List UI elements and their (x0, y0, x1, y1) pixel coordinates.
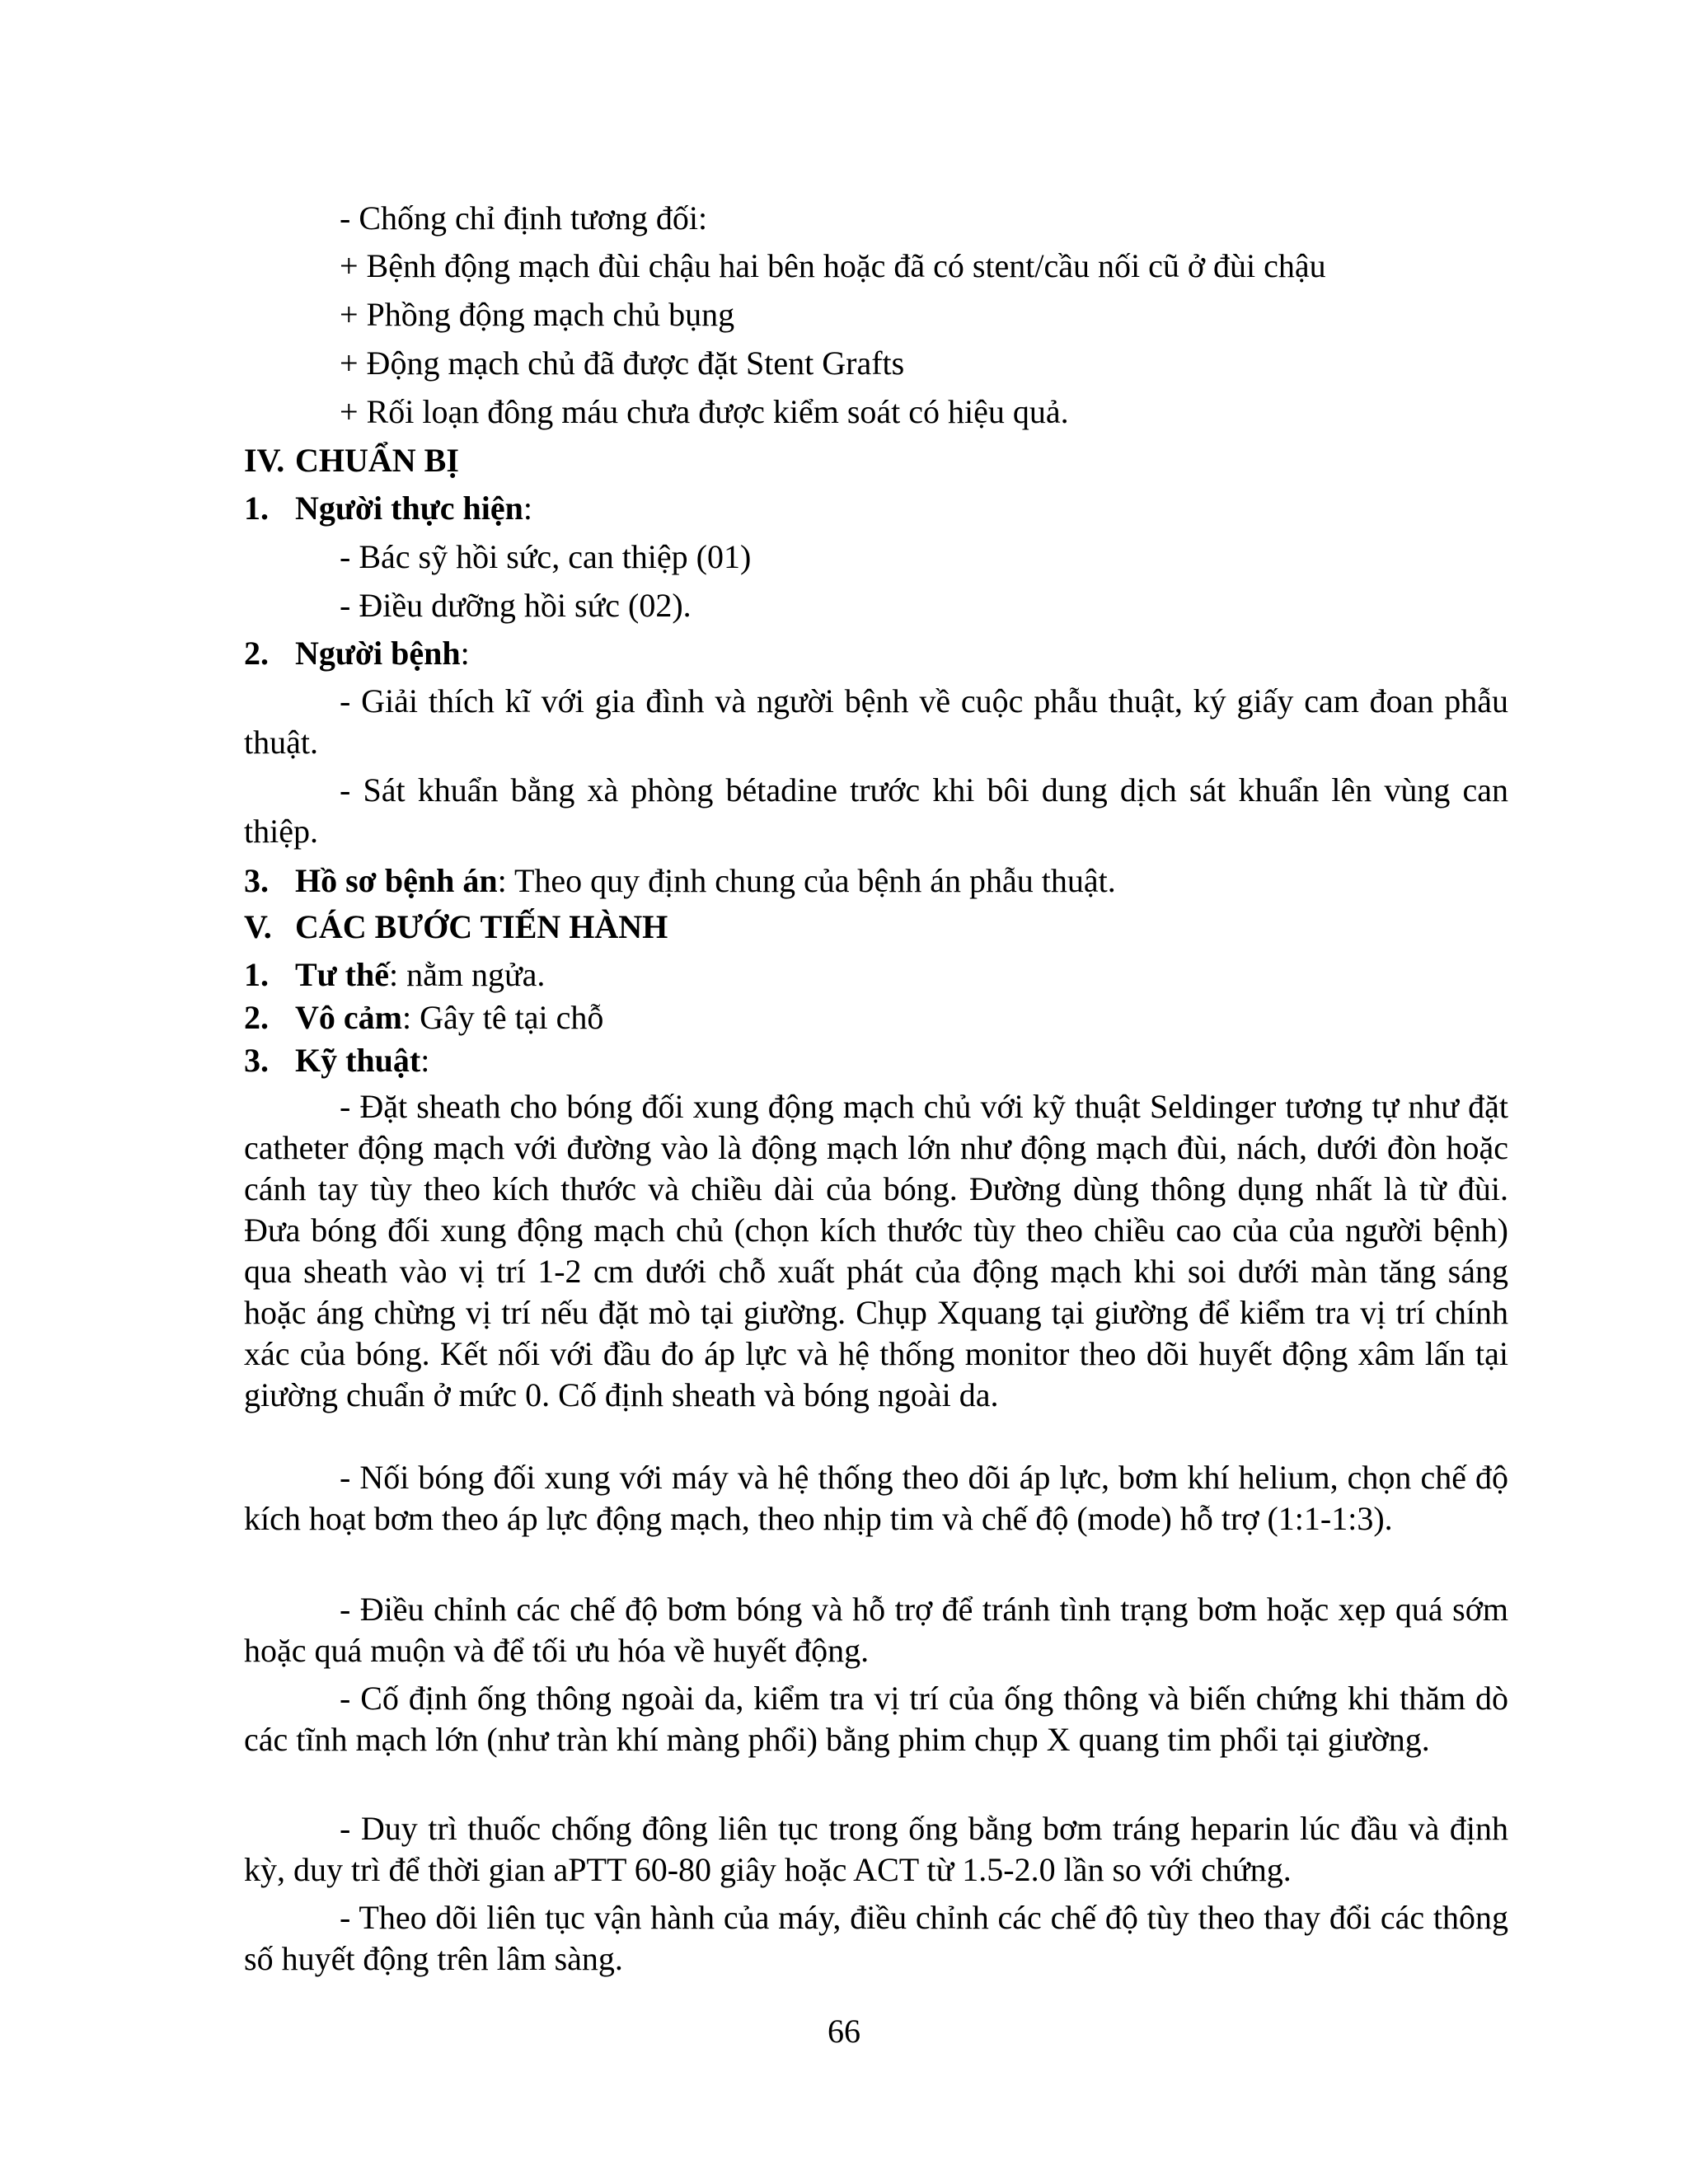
contraindication-item: + Phồng động mạch chủ bụng (340, 296, 735, 333)
subsection-rest: : (523, 490, 532, 527)
section-title: CHUẨN BỊ (295, 442, 459, 479)
subsection-label: Hồ sơ bệnh án (295, 862, 498, 899)
contraindication-item: + Bệnh động mạch đùi chậu hai bên hoặc đã có stent/cầu nối cũ ở đùi chậu (340, 247, 1326, 284)
body-paragraph: - Điều chỉnh các chế độ bơm bóng và hỗ trợ để tránh tình trạng bơm hoặc xẹp quá sớm hoặc quá muộn và để tối ưu hóa về huyết động. (244, 1591, 1508, 1669)
staff-item: - Điều dưỡng hồi sức (02). (340, 587, 692, 624)
section-title: CÁC BƯỚC TIẾN HÀNH (295, 908, 668, 945)
subsection-label: Vô cảm (295, 999, 402, 1036)
subsection-label: Người thực hiện (295, 490, 523, 527)
contraindication-item: + Động mạch chủ đã được đặt Stent Grafts (340, 344, 905, 382)
subsection-heading (244, 1040, 430, 1081)
subsection-rest: : Gây tê tại chỗ (401, 999, 604, 1036)
subsection-label: Người bệnh (295, 635, 461, 672)
section-number: IV. (244, 442, 285, 479)
subsection-number: 2. (244, 999, 269, 1036)
subsection-rest: : (460, 635, 470, 672)
body-paragraph: - Đặt sheath cho bóng đối xung động mạch chủ với kỹ thuật Seldinger tương tự như đặt catheter động mạch với đường vào là động mạch lớn như động mạch đùi, nách, dưới đòn hoặc cánh tay tùy theo kích thước và chiều dài của bóng. Đường dùng thông dụng nhất là từ đùi. Đưa bóng đối xung động mạch chủ (chọn kích thước tùy theo chiều cao của của người bệnh) qua sheath vào vị trí 1-2 cm dưới chỗ xuất phát của động mạch khi soi dưới màn tăng sáng hoặc áng chừng vị trí nếu đặt mò tại giường. Chụp Xquang tại giường để kiểm tra vị trí chính xác của bóng. Kết nối với đầu đo áp lực và hệ thống monitor theo dõi huyết động xâm lấn tại giường chuẩn ở mức 0. Cố định sheath và bóng ngoài da. (244, 1088, 1508, 1413)
subsection-heading (244, 488, 532, 529)
subsection-heading (244, 954, 546, 996)
subsection-number: 3. (244, 1042, 269, 1079)
section-number: V. (244, 908, 272, 945)
body-paragraph: - Nối bóng đối xung với máy và hệ thống theo dõi áp lực, bơm khí helium, chọn chế độ kích hoạt bơm theo áp lực động mạch, theo nhịp tim và chế độ (mode) hỗ trợ (1:1-1:3). (244, 1459, 1508, 1537)
subsection-number: 3. (244, 862, 269, 899)
subsection-heading (244, 860, 1116, 902)
subsection-rest: : Theo quy định chung của bệnh án phẫu thuật. (497, 862, 1116, 899)
body-paragraph: - Theo dõi liên tục vận hành của máy, điều chỉnh các chế độ tùy theo thay đổi các thông số huyết động trên lâm sàng. (244, 1899, 1508, 1977)
subsection-number: 2. (244, 635, 269, 672)
contraindication-lead: - Chống chỉ định tương đối: (340, 199, 708, 237)
subsection-rest: : nằm ngửa. (389, 956, 546, 993)
section-heading-iv (244, 440, 459, 481)
contraindication-item: + Rối loạn đông máu chưa được kiểm soát có hiệu quả. (340, 393, 1069, 430)
body-paragraph: - Duy trì thuốc chống đông liên tục trong ống bằng bơm tráng heparin lúc đầu và định kỳ, duy trì để thời gian aPTT 60-80 giây hoặc ACT từ 1.5-2.0 lần so với chứng. (244, 1810, 1508, 1888)
staff-item: - Bác sỹ hồi sức, can thiệp (01) (340, 538, 752, 575)
body-paragraph: - Sát khuẩn bằng xà phòng bétadine trước khi bôi dung dịch sát khuẩn lên vùng can thiệp. (244, 771, 1508, 850)
subsection-heading (244, 997, 604, 1038)
body-paragraph: - Giải thích kĩ với gia đình và người bệnh về cuộc phẫu thuật, ký giấy cam đoan phẫu thuật. (244, 682, 1508, 761)
page-number: 66 (828, 2013, 860, 2050)
body-paragraph: - Cố định ống thông ngoài da, kiểm tra vị trí của ống thông và biến chứng khi thăm dò các tĩnh mạch lớn (như tràn khí màng phổi) bằng phim chụp X quang tim phổi tại giường. (244, 1680, 1508, 1758)
subsection-rest: : (420, 1042, 430, 1079)
subsection-label: Tư thế (295, 956, 390, 993)
section-heading-v (244, 907, 668, 948)
subsection-label: Kỹ thuật (295, 1042, 421, 1079)
subsection-heading (244, 633, 470, 674)
subsection-number: 1. (244, 490, 269, 527)
subsection-number: 1. (244, 956, 269, 993)
